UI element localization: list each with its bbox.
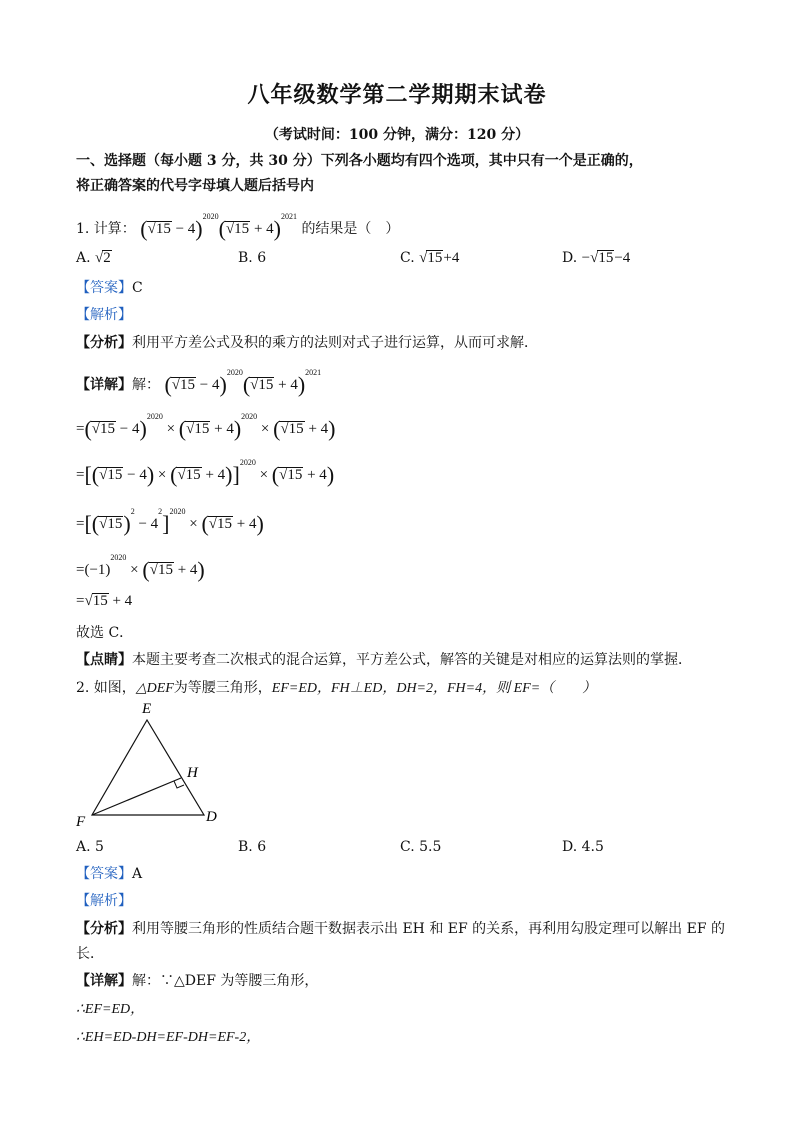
q2-step2: ∴EH=ED-DH=EF-DH=EF-2，: [76, 1030, 261, 1045]
q1-comment: 【点睛】本题主要考查二次根式的混合运算，平方差公式，解答的关键是对相应的运算法则的掌握．: [76, 652, 692, 668]
q2-option-a: A. 5: [76, 839, 104, 855]
section-heading-line1: 一、选择题（每小题 3 分，共 30 分）下列各小题均有四个选项，其中只有一个是正确的，: [76, 153, 643, 169]
q2-analysis-line2: 长．: [76, 946, 104, 962]
q1-step1: $=(√15 - 4)^{2020} \times (√15 + 4)^{2020} \times (√15 + 4)$: [76, 412, 336, 441]
q1-exp2: 2021: [280, 212, 297, 221]
q1-step2: $=[(√15 - 4) \times (√15 + 4)]^{2020} \times (√15 + 4)$: [76, 458, 335, 487]
q1-step4: $=(-1)^{2020} \times (√15 + 4)$: [76, 553, 205, 582]
q1-choice: 故选 C．: [76, 625, 134, 641]
q1-exp1: 2020: [202, 212, 219, 221]
q2-option-d: D. 4.5: [562, 839, 604, 855]
q1-step5: =√15 + 4: [76, 593, 133, 609]
q1-option-b: B. 6: [238, 250, 267, 266]
q2-detail: 【详解】解：∵△DEF 为等腰三角形，: [76, 973, 319, 989]
triangle-figure: [70, 695, 230, 835]
q1-jiexi: 【解析】: [76, 307, 132, 323]
vertex-f-label: F: [76, 814, 86, 830]
q2-option-c: C. 5.5: [400, 839, 442, 855]
vertex-d-label: D: [206, 809, 217, 825]
q2-analysis-line1: 【分析】利用等腰三角形的性质结合题干数据表示出 EH 和 EF 的关系，再利用勾股定理可以解出 EF 的: [76, 921, 725, 937]
q1-option-c: C. √15+4: [400, 250, 460, 266]
q1-analysis: 【分析】利用平方差公式及积的乘方的法则对式子进行运算，从而可求解．: [76, 335, 538, 351]
q2-step1: ∴EF=ED，: [76, 1002, 145, 1017]
section-heading-line2: 将正确答案的代号字母填人题后括号内: [76, 178, 314, 194]
q1-prefix: 1. 计算：: [76, 221, 136, 237]
q1-expression: $(√15 - 4)^{2020}(√15 + 4)^{2021}$: [140, 212, 297, 241]
q2-option-b: B. 6: [238, 839, 267, 855]
q1-option-a: A. √2: [76, 250, 111, 266]
page-title: 八年级数学第二学期期末试卷: [247, 82, 547, 108]
q1-suffix: 的结果是（ ）: [301, 221, 400, 237]
exam-info: （考试时间：100 分钟，满分：120 分）: [264, 127, 530, 143]
q2-stem: 2. 如图，△DEF为等腰三角形，EF=ED，FH⊥ED，DH=2，FH=4，则 EF=（ ）: [76, 680, 597, 696]
q2-answer: 【答案】A: [76, 866, 143, 882]
q1-step3: $=[(√15)^2 - 4^2]^{2020} \times (√15 + 4)$: [76, 507, 264, 536]
q2-jiexi: 【解析】: [76, 893, 132, 909]
q1-stem: [76, 212, 399, 242]
q1-detail: 【详解】解： $(√15 - 4)^{2020}(√15 + 4)^{2021}$: [76, 368, 322, 397]
point-h-label: H: [187, 765, 198, 781]
q1-answer: 【答案】C: [76, 280, 143, 296]
vertex-e-label: E: [142, 701, 152, 717]
q1-option-d: D. −√15−4: [562, 250, 631, 266]
